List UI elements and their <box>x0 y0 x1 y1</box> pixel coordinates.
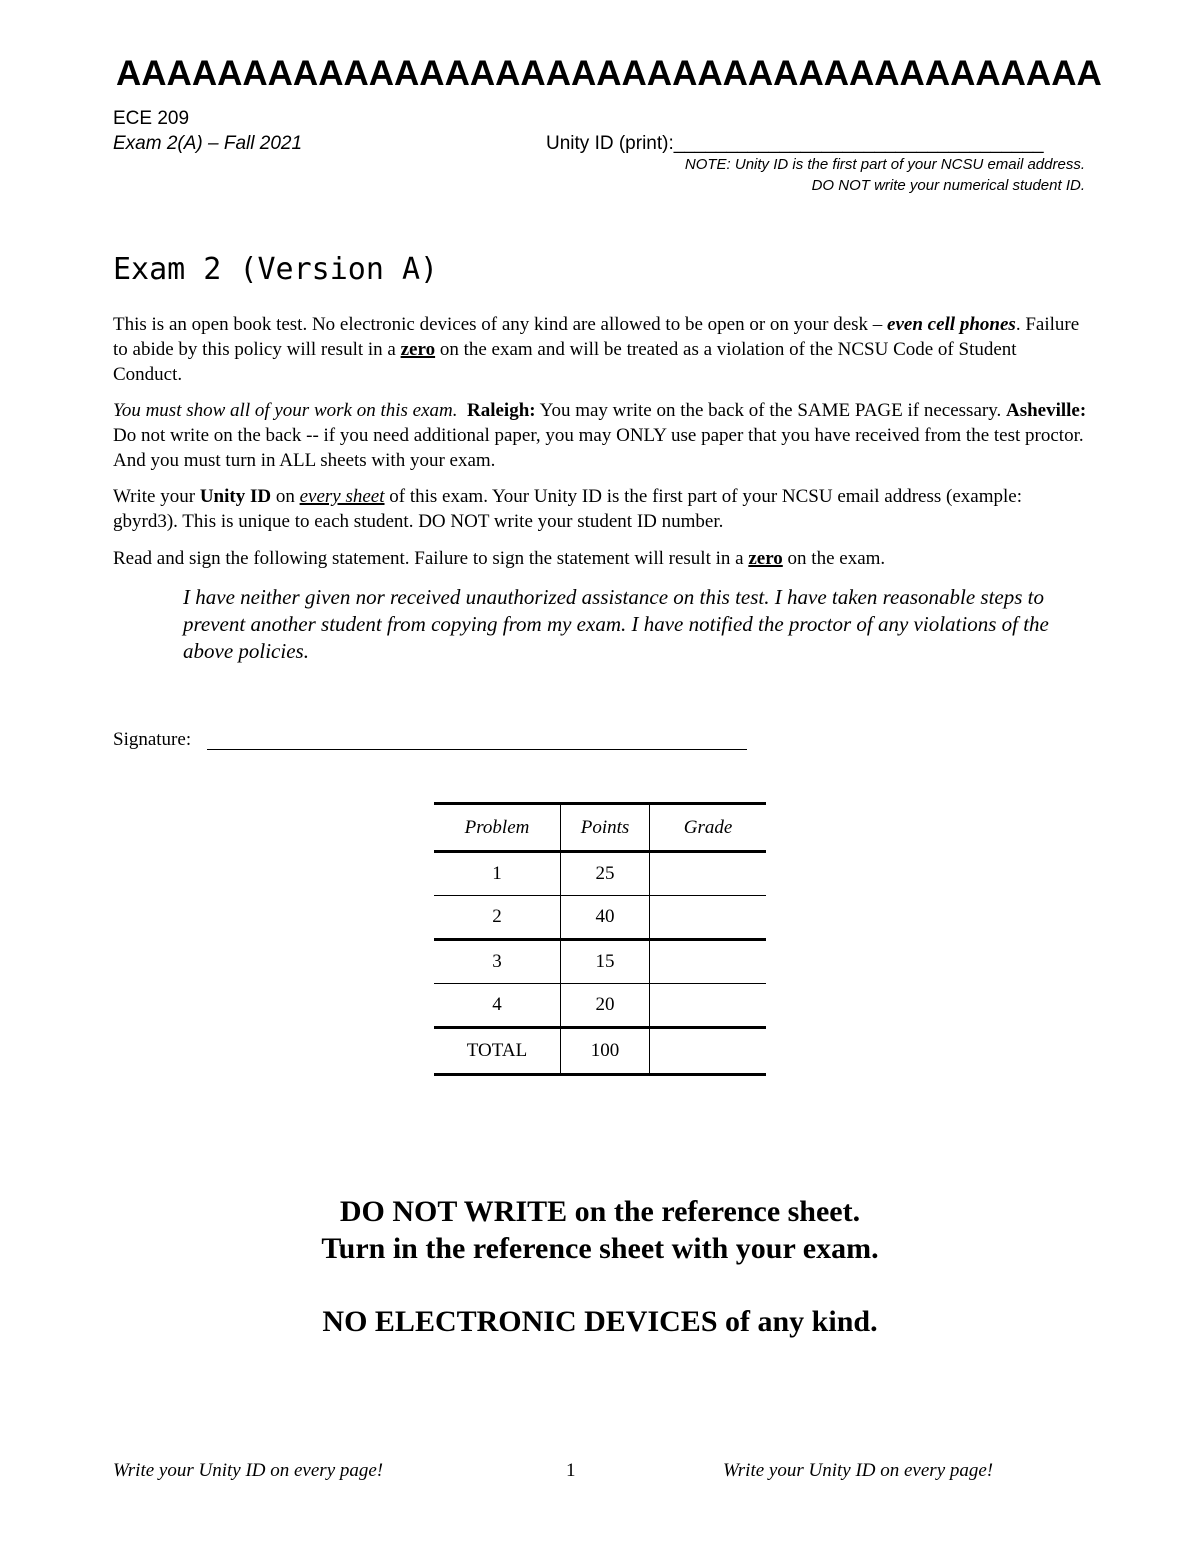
total-row <box>434 1028 766 1075</box>
version-banner: AAAAAAAAAAAAAAAAAAAAAAAAAAAAAAAAAAAAAAA <box>116 54 1102 93</box>
course-code: ECE 209 <box>113 108 190 129</box>
points-cell: 15 <box>561 940 650 984</box>
column-header-points: Points <box>561 804 650 852</box>
grade-cell[interactable] <box>650 852 767 896</box>
table-row <box>434 852 766 896</box>
column-header-problem: Problem <box>434 804 561 852</box>
signature-label: Signature: <box>113 729 192 750</box>
column-header-grade: Grade <box>650 804 767 852</box>
grade-table-header <box>434 804 766 852</box>
reminder-turn-in: Turn in the reference sheet with your exam. <box>321 1232 879 1265</box>
page-number: 1 <box>566 1460 576 1481</box>
points-cell: 25 <box>561 852 650 896</box>
reminder-no-devices: NO ELECTRONIC DEVICES of any kind. <box>322 1305 878 1338</box>
instruction-paragraph-1: This is an open book test. No electronic devices of any kind are allowed to be open or on your desk – even cell phones. Failure to abide by this policy will result in a zero on the exam and will be treated as a violation of the NCSU Code of Student Conduct. <box>113 314 1080 385</box>
problem-cell: 4 <box>434 984 561 1028</box>
footer-right: Write your Unity ID on every page! <box>723 1460 994 1481</box>
honor-pledge: I have neither given nor received unauthorized assistance on this test. I have taken reasonable steps to prevent another student from copying from my exam. I have notified the proctor of any violations of the above policies. <box>183 585 1049 663</box>
grade-cell[interactable] <box>650 984 767 1028</box>
instruction-paragraph-3: Write your Unity ID on every sheet of this exam. Your Unity ID is the first part of your NCSU email address (example: gbyrd3). This is unique to each student. DO NOT write your student ID number. <box>113 486 1022 532</box>
footer-left: Write your Unity ID on every page! <box>113 1460 384 1481</box>
grade-cell[interactable] <box>650 940 767 984</box>
total-grade-cell[interactable] <box>650 1028 767 1075</box>
unity-id-note: NOTE: Unity ID is the first part of your NCSU email address. <box>684 156 1085 173</box>
unity-id-field[interactable]: Unity ID (print):___________________________________ <box>546 133 1044 154</box>
grade-cell[interactable] <box>650 896 767 940</box>
instruction-paragraph-2: You must show all of your work on this exam. Raleigh: You may write on the back of the SAME PAGE if necessary. Asheville: Do not write on the back -- if you need additional paper, you may ONLY use paper that you have received from the test proctor. And you must turn in ALL sheets with your exam. <box>113 400 1087 471</box>
problem-cell: 2 <box>434 896 561 940</box>
signature-line[interactable] <box>207 749 747 750</box>
problem-cell: 1 <box>434 852 561 896</box>
exam-label: Exam 2(A) – Fall 2021 <box>113 133 303 154</box>
grade-table <box>434 802 766 1076</box>
points-cell: 20 <box>561 984 650 1028</box>
reminder-do-not-write: DO NOT WRITE on the reference sheet. <box>339 1195 861 1228</box>
problem-cell: 3 <box>434 940 561 984</box>
instruction-paragraph-4: Read and sign the following statement. Failure to sign the statement will result in a zero on the exam. <box>113 548 886 569</box>
student-id-note: DO NOT write your numerical student ID. <box>811 177 1085 194</box>
table-row <box>434 896 766 940</box>
table-row <box>434 940 766 984</box>
points-cell: 40 <box>561 896 650 940</box>
page-title: Exam 2 (Version A) <box>113 252 439 287</box>
table-row <box>434 984 766 1028</box>
total-points-cell: 100 <box>561 1028 650 1075</box>
total-label-cell: TOTAL <box>434 1028 561 1075</box>
